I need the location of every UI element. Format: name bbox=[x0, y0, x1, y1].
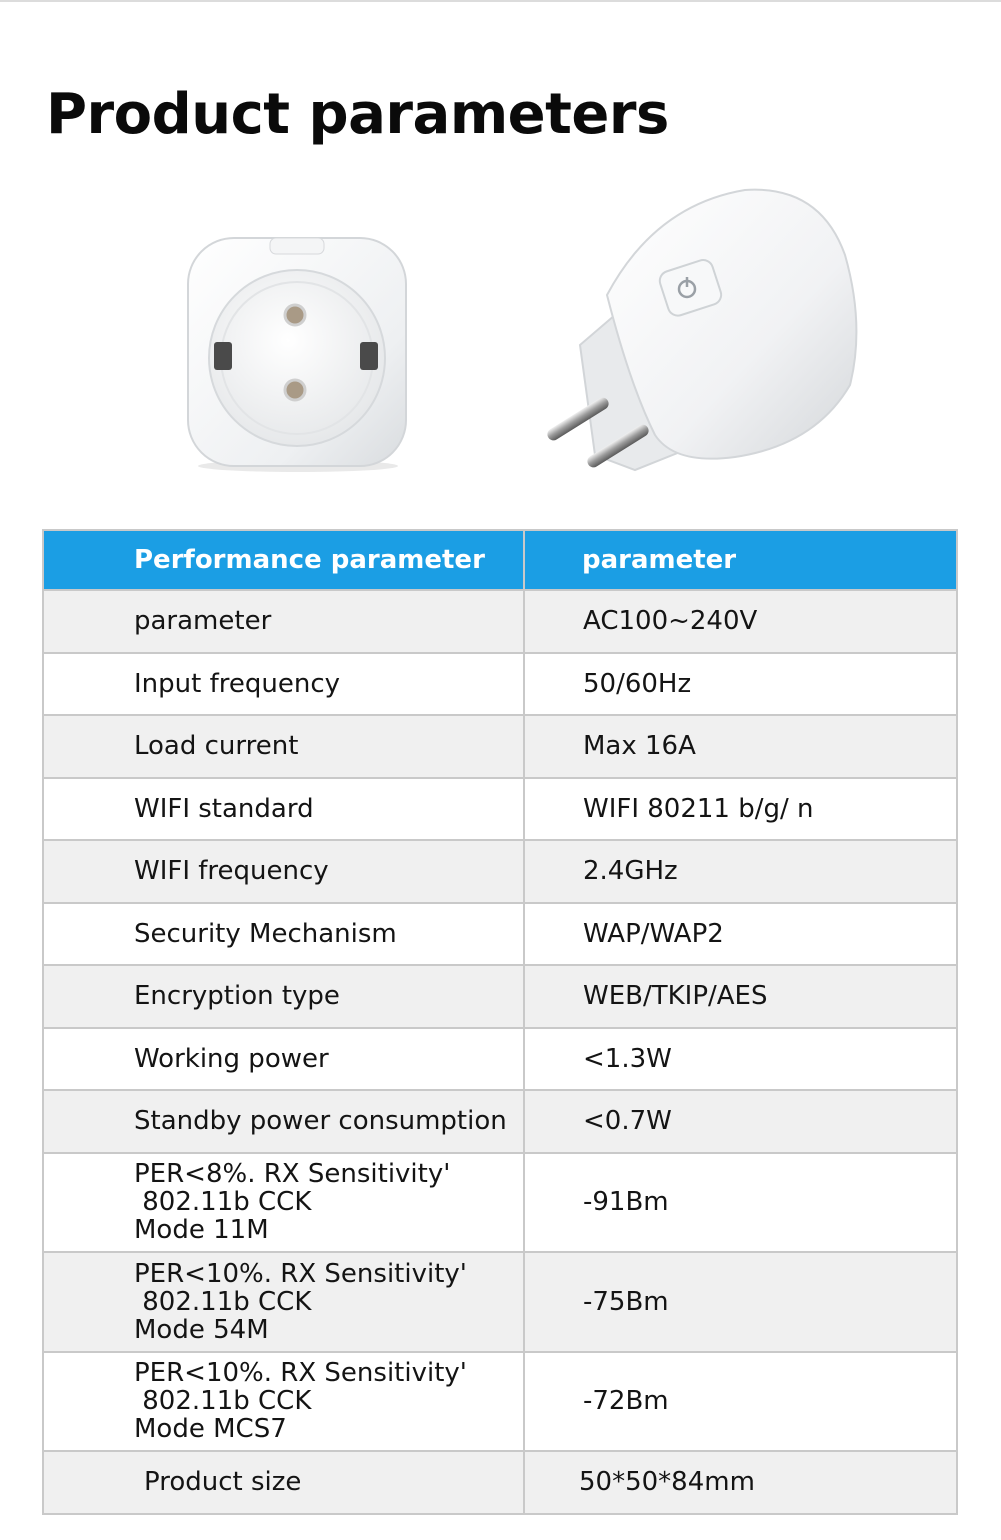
smart-plug-angled-photo bbox=[535, 185, 870, 475]
row-value: WAP/WAP2 bbox=[524, 903, 957, 966]
table-row bbox=[43, 1090, 957, 1153]
row-label-line: 802.11b CCK bbox=[134, 1187, 312, 1218]
table-row bbox=[43, 1252, 957, 1352]
table-row bbox=[43, 903, 957, 966]
row-value: <1.3W bbox=[524, 1028, 957, 1091]
top-divider bbox=[0, 0, 1001, 2]
row-value: -75Bm bbox=[524, 1252, 957, 1352]
row-label-line: Mode 11M bbox=[134, 1215, 269, 1246]
table-row bbox=[43, 778, 957, 841]
row-label-line: PER<10%. RX Sensitivity' bbox=[134, 1258, 467, 1289]
table-row bbox=[43, 590, 957, 653]
row-label: Security Mechanism bbox=[43, 903, 524, 966]
table-row bbox=[43, 653, 957, 716]
table-row bbox=[43, 1153, 957, 1253]
table-header-row bbox=[43, 530, 957, 590]
row-label-line: PER<10%. RX Sensitivity' bbox=[134, 1358, 467, 1389]
row-label bbox=[43, 1252, 524, 1352]
row-label: Working power bbox=[43, 1028, 524, 1091]
row-value: Max 16A bbox=[524, 715, 957, 778]
row-label bbox=[43, 1153, 524, 1253]
row-label: Product size bbox=[43, 1451, 524, 1514]
row-value: -72Bm bbox=[524, 1352, 957, 1452]
row-label: Standby power consumption bbox=[43, 1090, 524, 1153]
row-label-line: PER<8%. RX Sensitivity' bbox=[134, 1159, 451, 1190]
table-row bbox=[43, 840, 957, 903]
row-value: 50*50*84mm bbox=[524, 1451, 957, 1514]
table-row bbox=[43, 1028, 957, 1091]
spec-table bbox=[42, 529, 958, 1515]
row-value: 50/60Hz bbox=[524, 653, 957, 716]
smart-plug-front-photo bbox=[180, 230, 415, 475]
row-label: WIFI frequency bbox=[43, 840, 524, 903]
row-value: AC100~240V bbox=[524, 590, 957, 653]
row-label: Input frequency bbox=[43, 653, 524, 716]
row-value: WIFI 80211 b/g/ n bbox=[524, 778, 957, 841]
header-performance-parameter: Performance parameter bbox=[43, 530, 524, 590]
table-row bbox=[43, 1451, 957, 1514]
row-label-line: 802.11b CCK bbox=[134, 1286, 312, 1317]
row-label: Encryption type bbox=[43, 965, 524, 1028]
row-label bbox=[43, 1352, 524, 1452]
row-label: parameter bbox=[43, 590, 524, 653]
table-row bbox=[43, 1352, 957, 1452]
row-label-line: Mode MCS7 bbox=[134, 1414, 287, 1445]
row-label: Load current bbox=[43, 715, 524, 778]
row-label: WIFI standard bbox=[43, 778, 524, 841]
header-parameter: parameter bbox=[524, 530, 957, 590]
table-row bbox=[43, 715, 957, 778]
row-value: WEB/TKIP/AES bbox=[524, 965, 957, 1028]
row-label-line: 802.11b CCK bbox=[134, 1386, 312, 1417]
row-value: <0.7W bbox=[524, 1090, 957, 1153]
table-row bbox=[43, 965, 957, 1028]
page-title: Product parameters bbox=[46, 82, 669, 147]
row-value: -91Bm bbox=[524, 1153, 957, 1253]
row-label-line: Mode 54M bbox=[134, 1314, 269, 1345]
row-value: 2.4GHz bbox=[524, 840, 957, 903]
